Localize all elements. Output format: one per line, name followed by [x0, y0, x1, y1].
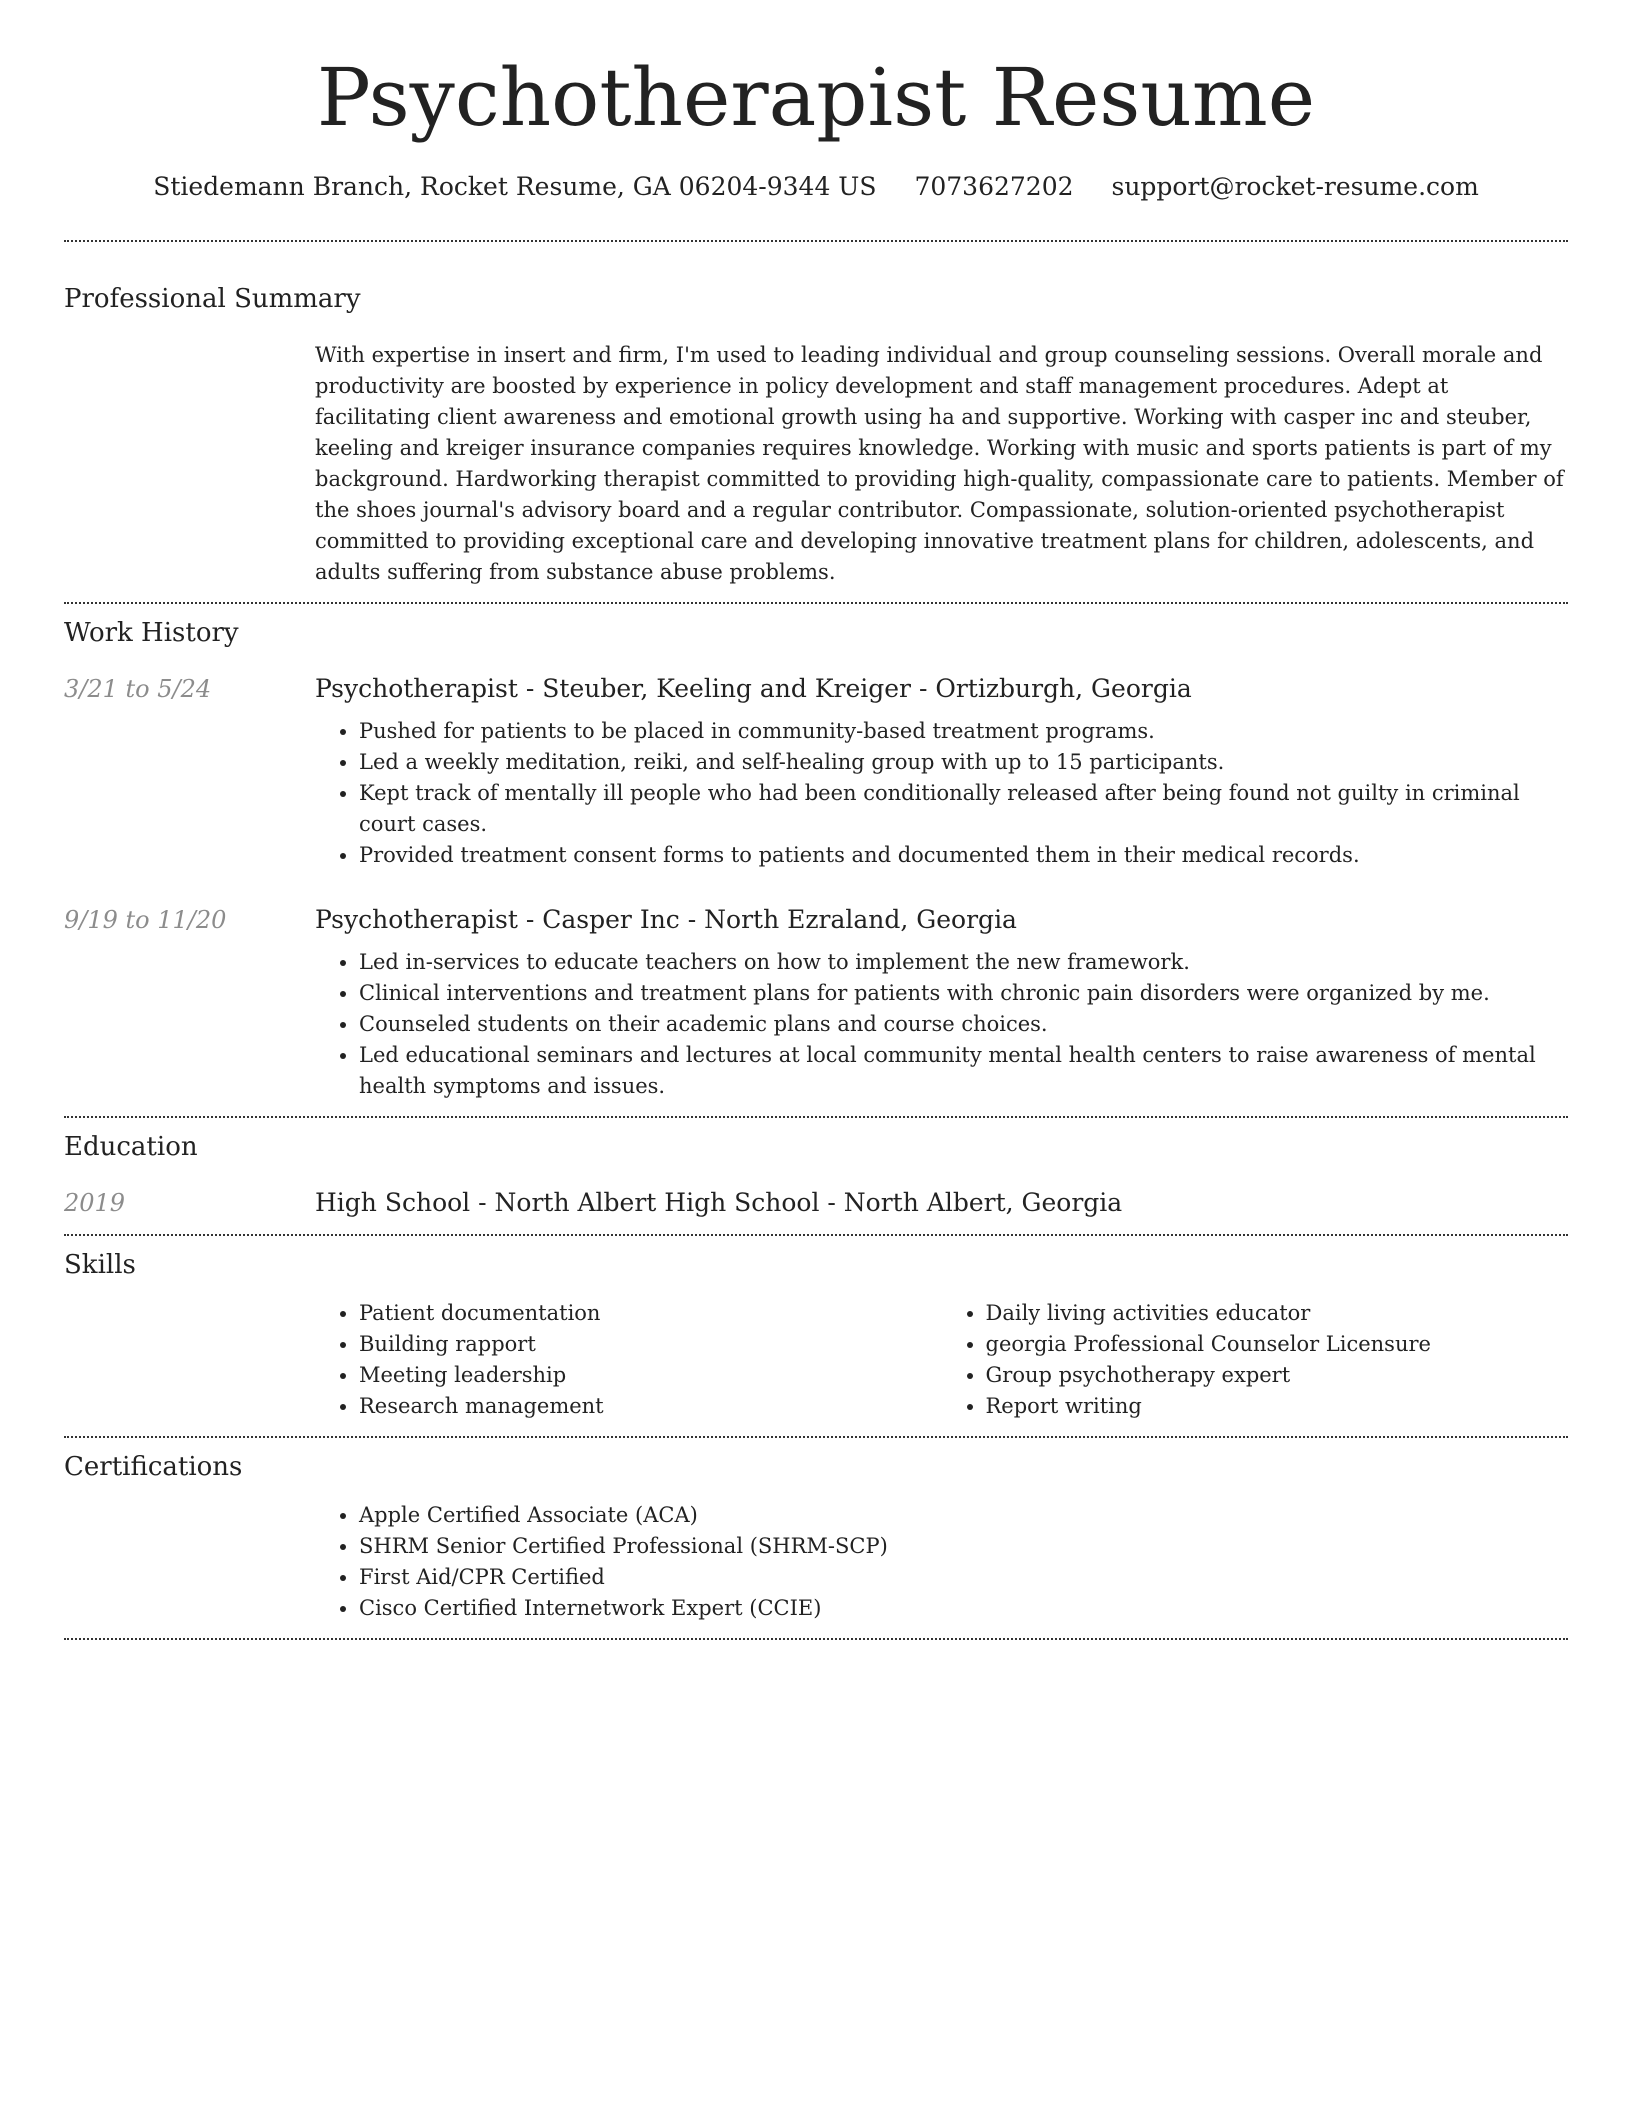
education-entry: [64, 1186, 1568, 1234]
job-entry: [64, 903, 1568, 1102]
contact-email: support@rocket-resume.com: [1111, 172, 1479, 201]
list-item: • Led educational seminars and lectures at local community mental health centers to raise awareness of mental health symptoms and issues.: [359, 1040, 1568, 1102]
list-item: • georgia Professional Counselor Licensure: [986, 1329, 1569, 1360]
summary-section: [64, 282, 1568, 602]
divider: [64, 1638, 1568, 1640]
job-date: 3/21 to 5/24: [64, 675, 212, 703]
list-item: • Pushed for patients to be placed in community-based treatment programs.: [359, 716, 1568, 747]
skills-list-left: [315, 1298, 942, 1422]
certifications-list-wrap: [315, 1500, 1568, 1638]
list-item: • Group psychotherapy expert: [986, 1360, 1569, 1391]
job-bullets: [315, 947, 1568, 1102]
certifications-heading: Certifications: [64, 1452, 243, 1482]
list-item: • Report writing: [986, 1391, 1569, 1422]
summary-text: With expertise in insert and firm, I'm used to leading individual and group counseling sessions. Overall morale and productivity are boosted by experience in policy development and staff management procedures. Adept at facilitating client awareness and emotional growth using ha and supportive. Working with casper inc and steuber, keeling and kreiger insurance companies requires knowledge. Working with music and sports patients is part of my background. Hardworking therapist committed to providing high-quality, compassionate care to patients. Member of the shoes journal's advisory board and a regular contributor. Compassionate, solution-oriented psychotherapist committed to providing exceptional care and developing innovative treatment plans for children, adolescents, and adults suffering from substance abuse problems.: [315, 343, 1564, 584]
list-item: • First Aid/CPR Certified: [359, 1562, 1568, 1593]
contact-phone: 7073627202: [914, 172, 1074, 201]
list-item: • Clinical interventions and treatment plans for patients with chronic pain disorders were organized by me.: [359, 978, 1568, 1009]
skills-section: [64, 1236, 1568, 1436]
certifications-section: [64, 1438, 1568, 1638]
contact-line: [64, 170, 1568, 204]
job-date: 9/19 to 11/20: [64, 906, 227, 934]
skills-heading: Skills: [64, 1250, 136, 1280]
job-body: [315, 672, 1568, 871]
skills-list-right: [942, 1298, 1569, 1422]
list-item: • Provided treatment consent forms to patients and documented them in their medical records.: [359, 840, 1568, 871]
divider: [64, 240, 1568, 242]
resume-title: Psychotherapist Resume: [316, 51, 1316, 144]
list-item: • Daily living activities educator: [986, 1298, 1569, 1329]
education-heading: Education: [64, 1132, 198, 1162]
list-item: • Meeting leadership: [359, 1360, 942, 1391]
list-item: • SHRM Senior Certified Professional (SHRM-SCP): [359, 1531, 1568, 1562]
summary-heading: Professional Summary: [64, 284, 361, 314]
contact-address: Stiedemann Branch, Rocket Resume, GA 06204-9344 US: [153, 172, 877, 201]
skills-grid: [315, 1298, 1568, 1436]
certifications-list: [315, 1500, 1568, 1624]
list-item: • Patient documentation: [359, 1298, 942, 1329]
job-headline: Psychotherapist - Casper Inc - North Ezraland, Georgia: [315, 905, 1017, 934]
work-history-heading: Work History: [64, 618, 239, 648]
list-item: • Kept track of mentally ill people who had been conditionally released after being found not guilty in criminal court cases.: [359, 778, 1568, 840]
list-item: • Led in-services to educate teachers on how to implement the new framework.: [359, 947, 1568, 978]
list-item: • Counseled students on their academic plans and course choices.: [359, 1009, 1568, 1040]
education-date: 2019: [64, 1189, 126, 1217]
list-item: • Apple Certified Associate (ACA): [359, 1500, 1568, 1531]
job-entry: [64, 672, 1568, 871]
education-section: [64, 1118, 1568, 1234]
list-item: • Research management: [359, 1391, 942, 1422]
job-bullets: [315, 716, 1568, 871]
work-history-section: [64, 604, 1568, 1116]
list-item: • Led a weekly meditation, reiki, and self-healing group with up to 15 participants.: [359, 747, 1568, 778]
job-body: [315, 903, 1568, 1102]
list-item: • Building rapport: [359, 1329, 942, 1360]
list-item: • Cisco Certified Internetwork Expert (CCIE): [359, 1593, 1568, 1624]
job-headline: Psychotherapist - Steuber, Keeling and Kreiger - Ortizburgh, Georgia: [315, 674, 1192, 703]
education-headline: High School - North Albert High School - North Albert, Georgia: [315, 1188, 1123, 1217]
